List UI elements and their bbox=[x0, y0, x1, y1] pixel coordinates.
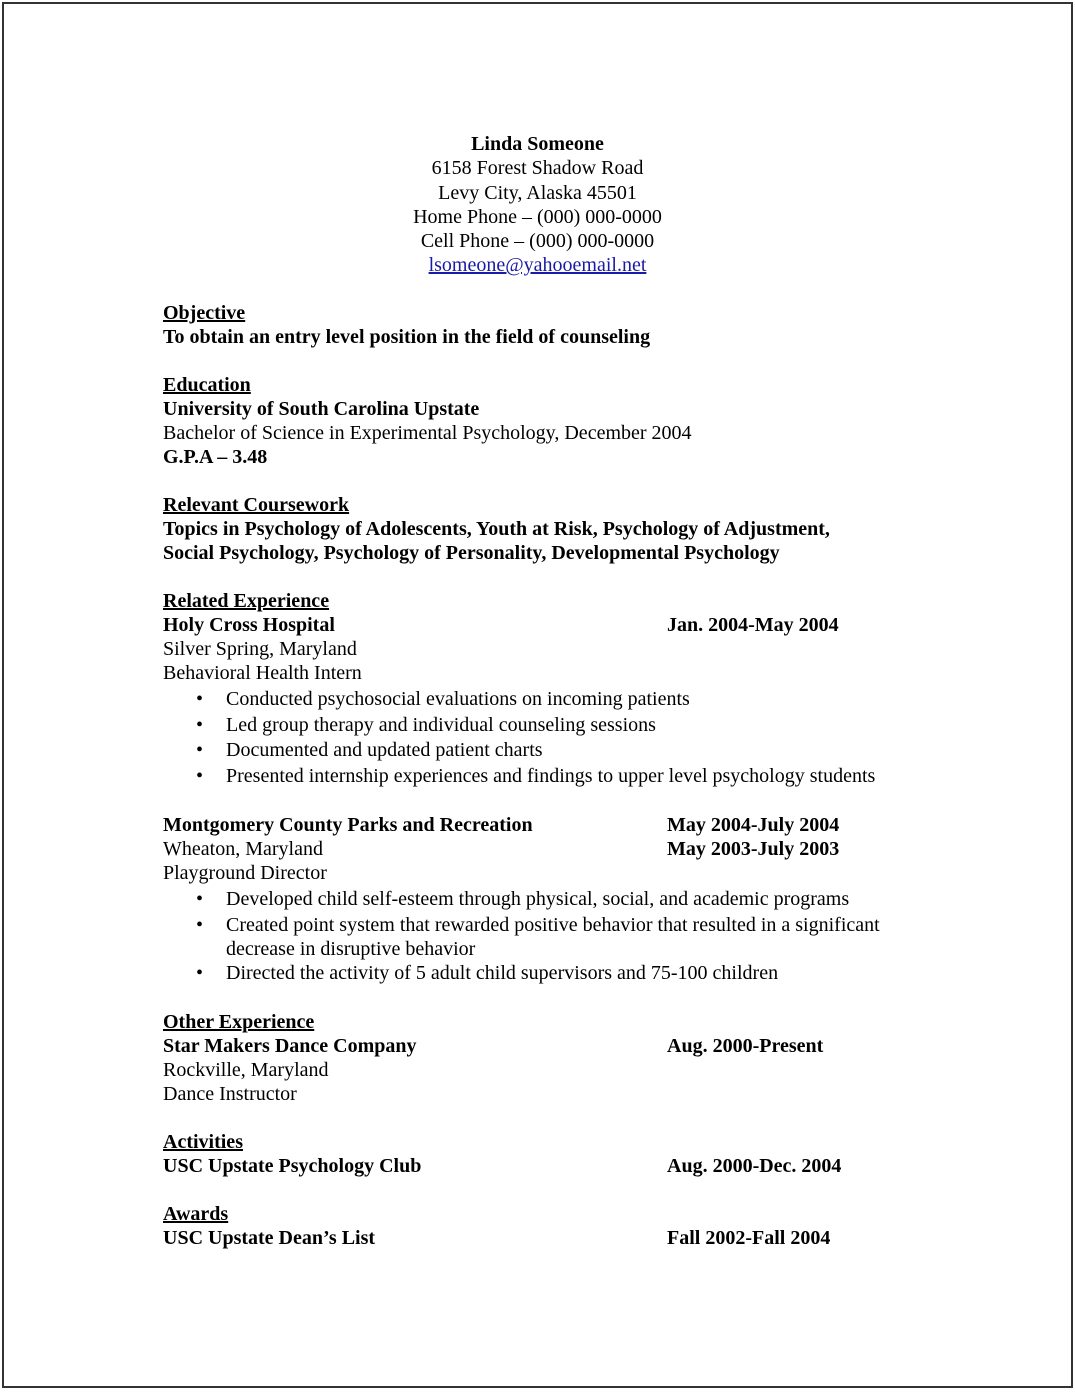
list-item: • Presented internship experiences and findings to upper level psychology students bbox=[226, 764, 943, 790]
city-state-zip: Levy City, Alaska 45501 bbox=[438, 181, 637, 204]
job-dates: Jan. 2004-May 2004 bbox=[667, 614, 839, 636]
resume-body bbox=[163, 301, 943, 1274]
job-dates: May 2004-July 2004 bbox=[667, 814, 840, 836]
section-heading: Education bbox=[163, 374, 251, 396]
job-location: Wheaton, Maryland bbox=[163, 838, 323, 860]
degree: Bachelor of Science in Experimental Psychology, December 2004 bbox=[163, 422, 692, 444]
list-item-text: decrease in disruptive behavior bbox=[226, 937, 476, 960]
email-link[interactable]: lsomeone@yahooemail.net bbox=[428, 254, 647, 277]
contact-header bbox=[4, 132, 1071, 278]
section-heading: Awards bbox=[163, 1203, 229, 1225]
section-heading: Activities bbox=[163, 1131, 243, 1153]
objective-section bbox=[163, 301, 943, 349]
job-location-row bbox=[163, 837, 943, 861]
objective-text: To obtain an entry level position in the field of counseling bbox=[163, 326, 651, 348]
school-name: University of South Carolina Upstate bbox=[163, 398, 480, 420]
list-item: • Conducted psychosocial evaluations on incoming patients bbox=[226, 687, 943, 713]
job-title: Playground Director bbox=[163, 862, 327, 884]
award-row bbox=[163, 1226, 943, 1250]
employer: Holy Cross Hospital bbox=[163, 614, 335, 636]
street-address: 6158 Forest Shadow Road bbox=[431, 157, 644, 180]
award-name: USC Upstate Dean’s List bbox=[163, 1227, 376, 1249]
activity-row bbox=[163, 1154, 943, 1178]
job-title: Behavioral Health Intern bbox=[163, 662, 362, 684]
coursework-line: Topics in Psychology of Adolescents, Youth at Risk, Psychology of Adjustment, bbox=[163, 518, 830, 540]
job-header bbox=[163, 1034, 943, 1058]
related-experience-section bbox=[163, 589, 943, 986]
job-title: Dance Instructor bbox=[163, 1083, 297, 1105]
coursework-line: Social Psychology, Psychology of Personality, Developmental Psychology bbox=[163, 542, 780, 564]
job-location: Rockville, Maryland bbox=[163, 1059, 329, 1081]
section-heading: Objective bbox=[163, 302, 246, 324]
job-header bbox=[163, 813, 943, 837]
employer: Star Makers Dance Company bbox=[163, 1035, 417, 1057]
bullet-list bbox=[163, 687, 943, 789]
home-phone: Home Phone – (000) 000-0000 bbox=[413, 205, 662, 228]
list-item: • Led group therapy and individual counseling sessions bbox=[226, 713, 943, 739]
job-location: Silver Spring, Maryland bbox=[163, 638, 357, 660]
section-heading: Relevant Coursework bbox=[163, 494, 350, 516]
job-header bbox=[163, 613, 943, 637]
coursework-section bbox=[163, 493, 943, 565]
job-dates-secondary: May 2003-July 2003 bbox=[667, 838, 840, 860]
list-item bbox=[226, 913, 943, 961]
education-section bbox=[163, 373, 943, 469]
list-item: • Directed the activity of 5 adult child supervisors and 75-100 children bbox=[226, 961, 943, 987]
list-item-text: • Created point system that rewarded positive behavior that resulted in a significant bbox=[226, 913, 880, 936]
list-item: • Developed child self-esteem through physical, social, and academic programs bbox=[226, 887, 943, 913]
job-entry bbox=[163, 813, 943, 986]
activities-section bbox=[163, 1130, 943, 1178]
bullet-list bbox=[163, 887, 943, 986]
cell-phone: Cell Phone – (000) 000-0000 bbox=[420, 230, 655, 253]
applicant-name: Linda Someone bbox=[471, 133, 604, 155]
section-heading: Related Experience bbox=[163, 590, 330, 612]
other-experience-section bbox=[163, 1010, 943, 1106]
activity-name: USC Upstate Psychology Club bbox=[163, 1155, 422, 1177]
resume-page bbox=[2, 2, 1073, 1388]
gpa: G.P.A – 3.48 bbox=[163, 446, 268, 468]
job-entry bbox=[163, 613, 943, 789]
section-heading: Other Experience bbox=[163, 1011, 315, 1033]
award-dates: Fall 2002-Fall 2004 bbox=[667, 1227, 831, 1249]
list-item: • Documented and updated patient charts bbox=[226, 738, 943, 764]
job-dates: Aug. 2000-Present bbox=[667, 1035, 824, 1057]
activity-dates: Aug. 2000-Dec. 2004 bbox=[667, 1155, 842, 1177]
awards-section bbox=[163, 1202, 943, 1250]
employer: Montgomery County Parks and Recreation bbox=[163, 814, 533, 836]
